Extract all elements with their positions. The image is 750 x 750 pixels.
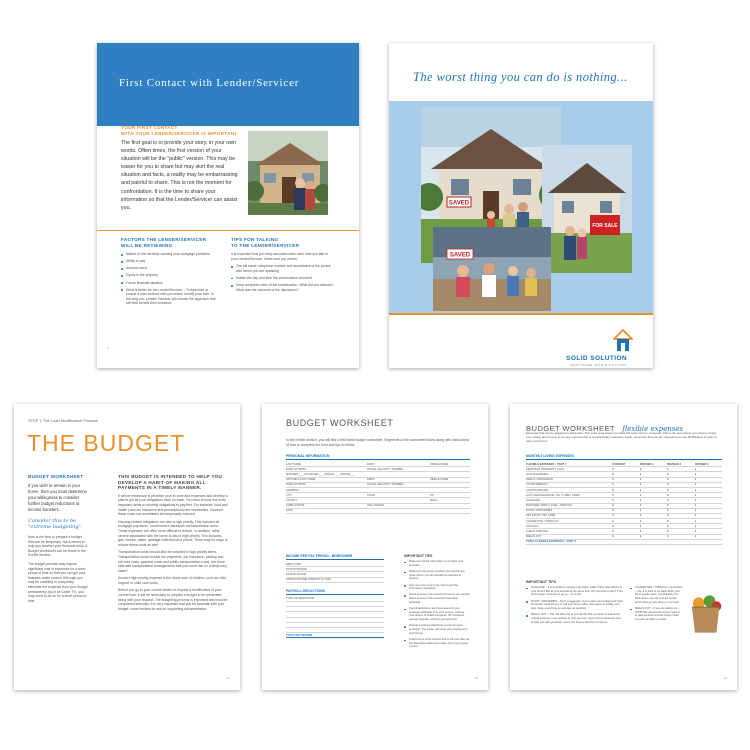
table-cell: EMAIL <box>429 498 438 502</box>
tagline: The worst thing you can do is nothing... <box>413 70 628 84</box>
list-item: Use your most recent pay stub to pull the information requested. <box>404 584 470 591</box>
page-title: THE BUDGET <box>27 430 186 456</box>
amount-cell: $ <box>612 488 614 492</box>
page-title: BUDGET WORKSHEET <box>526 424 615 433</box>
table-cell: TYPE OF DEDUCTION <box>286 597 315 601</box>
table-cell: MARRIED ___ DIVORCED ___ SINGLE ___ WIDOW___ <box>286 472 355 476</box>
list-item: MEALS OUT – If you are eating out – STOP! Be resourceful. All you need is to pack lunches and eat home meals out and cut back on meals. <box>630 607 683 622</box>
table-row <box>286 578 384 583</box>
list-item: Total Income is the amount that is left over after all the deductions have been taken out of your gross income. <box>404 638 470 649</box>
column-header: CURRENT <box>612 462 626 466</box>
amount-cell: $ <box>639 504 642 508</box>
grocery-bag-image <box>689 594 722 634</box>
main-text: Housing related obligations are also a high priority. This includes all mortgage payments, homeowners insurance and association dues. These expenses are often more difficult to reduce. In addition, utility service associated with the home is also a high priority. This includes, gas, electric, water, garbage collection and phone. There may be ways to reduce these costs as well. <box>118 519 228 547</box>
amount-cell: $ <box>639 524 642 528</box>
main-text: It will be necessary to prioritize your income and expenses and develop a plan to get all your obligations back on track. You must choose the most important debts or monthly obligations to pay first. For instance, food and health (such as insurance and prescriptions) are necessities. However these costs can sometimes be temporarily reduced. <box>118 493 228 517</box>
amount-cell: $ <box>612 509 614 513</box>
logo-subtitle: MORTGAGE MODIFICATIONS <box>570 363 627 367</box>
cover-photo-page <box>389 43 653 368</box>
list-item: Provide a working telephone number for your employer. The lender will verify your employment and income. <box>404 624 470 635</box>
tips-columns <box>526 586 722 634</box>
table-cell: GROSS INCOME (ONE PAY CYCLE) <box>286 578 331 582</box>
amount-cell: $ <box>694 509 697 513</box>
intro-heading <box>121 125 239 136</box>
tips-heading-line-2: TO THE LENDER/SERVICER <box>231 242 300 248</box>
amount-cell: $ <box>667 467 669 471</box>
list-item: Nature of the hardship causing your mortgage problems <box>121 252 217 257</box>
tips-list-left <box>526 586 624 634</box>
amount-cell: $ <box>612 514 614 518</box>
total-label: TOTAL FLEXIBLE EXPENSES – PART 1 <box>526 540 576 544</box>
personal-rows <box>286 462 470 514</box>
page-number: 4 <box>107 346 109 350</box>
row-label: GASOLINE <box>526 498 540 502</box>
amount-cell: $ <box>639 493 642 497</box>
amount-cell: $ <box>639 488 642 492</box>
family-on-steps-photo <box>433 227 551 311</box>
page-number: 21 <box>723 676 727 680</box>
amount-cell: $ <box>667 524 669 528</box>
row-label: PERSONAL PROPERTY LOAN <box>526 467 565 471</box>
main-text: Another high priority expense is the direct care of children, such as child support or child care costs. <box>118 576 226 585</box>
sidebar-heading: BUDGET WORKSHEET <box>28 474 84 479</box>
list-item: Amount owed <box>121 266 217 271</box>
list-item: The full name, telephone number and department of the person with whom you are speaking <box>231 264 335 273</box>
amount-cell: $ <box>639 514 642 518</box>
factors-list <box>121 252 217 306</box>
amount-cell: $ <box>667 498 669 502</box>
table-cell: MIDDLE NAME <box>429 462 449 466</box>
tips-box <box>404 554 470 652</box>
title-band <box>97 43 359 126</box>
amount-cell: $ <box>667 504 669 508</box>
amount-cell: $ <box>694 483 697 487</box>
table-cell: SPOUSE'S LAST NAME <box>286 478 316 482</box>
list-item: Keep complete notes of the conversation. What did you discuss? What was the outcome of the discussion? <box>231 283 335 292</box>
amount-cell: $ <box>612 472 614 476</box>
table-cell: FAX# <box>286 509 293 513</box>
personal-info-table <box>286 448 470 514</box>
main-heading: THIS BUDGET IS INTENDED TO HELP YOU DEVELOP A HABIT OF MAKING ALL PAYMENTS IN A TIMELY MANNER. <box>118 474 223 491</box>
amount-cell: $ <box>667 519 669 523</box>
table-cell: FIRST <box>366 462 375 466</box>
intro-text: The first goal is to provide your story, in your own words. Often times, the first version of your situation will be the "public" version. This may be easier for you to share but may skirt the real situation and facts, a reality may be embarrassing and painful to share. This is not the moment for confrontation. It is the time to share your information so that the Lender/Servicer can assist you. <box>121 140 238 211</box>
table-heading: MONTHLY LIVING EXPENSES <box>526 454 722 460</box>
row-label: PET FOOD / PET CARE <box>526 514 556 518</box>
amount-cell: $ <box>667 478 669 482</box>
list-item: MEALS OUT – This will take part of your family. But you need to look at the overall expense in the number of pets you own. If you rely on someone else to help you with groceries, now is the time to ask them to step in. <box>526 613 624 624</box>
table-cell: ZIP <box>429 493 434 497</box>
flexible-expenses-page <box>510 404 737 690</box>
title-script: flexible expenses <box>622 425 684 433</box>
row-label: MEALS OUT <box>526 535 542 539</box>
saved-sign: SAVED <box>448 200 470 207</box>
amount-cell: $ <box>694 478 697 482</box>
amount-cell: $ <box>694 535 697 539</box>
row-label: AUTO MAINTENANCE / OIL / LUBE / TIRES <box>526 493 580 497</box>
amount-cell: $ <box>667 472 669 476</box>
sidebar-text: The budget process may require significant cuts in expenses for a short period of time so that you can get your finances under control. Although you may be unwilling to completely eliminate the expense from your budget permanently (such as Cable TV), you may need to do so for a short period of time. <box>28 562 88 603</box>
couple-house-photo <box>248 131 328 215</box>
section-divider <box>97 230 359 231</box>
list-item: Make sure the phone numbers you provide are those where you can actually be reached at anytime. <box>404 570 470 581</box>
row-label: HEALTH INSURANCE <box>526 478 553 482</box>
payroll-heading: PAYROLL DEDUCTIONS <box>286 589 384 595</box>
list-item: GASOLINE – It is possible to carpool, ride share, walk? Other alternatives to your hours? But all your errands at the same time. Do you have a plan? If the price of gas continues to go up – be smart. <box>526 586 624 597</box>
list-item: Gross Income is the amount of income you earned before taxes or other amounts have been deducted. <box>404 593 470 604</box>
table-cell: LAST NAME <box>286 462 302 466</box>
row-label: CAR INSURANCE <box>526 488 549 492</box>
factors-column <box>121 237 217 309</box>
list-item: Payroll deductions are those amounts your employer withholds from your income, such as your portion of health insurance, life insurance, savings deposits, and any garnishments. <box>404 607 470 622</box>
amount-cell: $ <box>694 472 697 476</box>
tips-column <box>231 237 335 295</box>
sidebar-text: Now is the time to prepare a budget that can be temporary, but is meant to help you weather your financial crisis. A Budget Worksheet can be found in the Exhibit Section. <box>28 535 88 558</box>
intro-heading-line-2: WITH YOUR LENDER/SERVICER IS IMPORTANT <box>121 130 238 136</box>
column-header: FLEXIBLE EXPENSES – PART 1 <box>526 462 567 466</box>
amount-cell: $ <box>694 493 697 497</box>
row-label: ALCOHOL <box>526 524 539 528</box>
couple-for-sale-photo <box>542 145 632 273</box>
factors-heading-line-1: FACTORS THE LENDER/SERVICER <box>121 237 207 242</box>
column-header: REVISED 3 <box>694 462 709 466</box>
amount-cell: $ <box>639 535 642 539</box>
amount-cell: $ <box>612 530 614 534</box>
house-logo-icon <box>613 328 633 352</box>
payroll-rows <box>286 597 384 633</box>
column-header: REVISED 2 <box>667 462 682 466</box>
table-cell: POSITION/RANK <box>286 567 308 571</box>
amount-cell: $ <box>694 467 697 471</box>
total-row <box>286 633 384 638</box>
amount-cell: $ <box>612 524 614 528</box>
amount-cell: $ <box>694 504 697 508</box>
table-cell: STATE <box>366 493 376 497</box>
table-body <box>526 467 722 540</box>
amount-cell: $ <box>694 530 697 534</box>
table-cell: DATE OF BIRTH <box>286 467 307 471</box>
table-row <box>286 509 470 514</box>
amount-cell: $ <box>694 498 697 502</box>
list-item: Notate the day and time the conversation occurred <box>231 276 335 281</box>
tips-intro: It is important that you keep accurate notes each time you talk to your Lender/Servicer. Make sure you obtain: <box>231 252 328 261</box>
amount-cell: $ <box>612 535 614 539</box>
amount-cell: $ <box>612 467 614 471</box>
list-item: Future financial situation <box>121 281 217 286</box>
for-sale-sign: FOR SALE <box>592 223 618 229</box>
logo-name: SOLID SOLUTION <box>566 355 627 362</box>
amount-cell: $ <box>694 488 697 492</box>
amount-cell: $ <box>612 504 614 508</box>
total-label: TOTAL NET INCOME <box>286 633 313 637</box>
amount-cell: $ <box>612 498 614 502</box>
expenses-table <box>526 448 722 545</box>
step-label: STEP 1 The Loan Modification Process <box>28 418 98 423</box>
tips-list <box>404 560 470 649</box>
income-heading: INCOME PER PAY PERIOD - BORROWER <box>286 554 384 560</box>
row-label: CHECK WRITING <box>526 530 548 534</box>
table-cell: SOCIAL SECURITY NUMBER <box>366 483 404 487</box>
amount-cell: $ <box>667 509 669 513</box>
column-header: REVISED 1 <box>639 462 654 466</box>
table-cell: EMPLOYER <box>286 562 301 566</box>
first-contact-page <box>97 43 359 368</box>
the-budget-page <box>14 404 240 690</box>
total-row <box>526 540 722 545</box>
amount-cell: $ <box>639 509 642 513</box>
list-item: Make sure all the information is complete and accurate. <box>404 560 470 567</box>
intro-text: In the exhibit section, you will find a first blank budget worksheet. Segments of the worksheet follow along with instructions of how to complete the form and tips to follow: <box>286 438 470 447</box>
tips-heading: IMPORTANT TIPS <box>404 554 433 558</box>
intro-heading-line-1: YOUR FIRST CONTACT <box>121 125 178 130</box>
list-item: Equity in the property <box>121 273 217 278</box>
row-label: CIGARETTES / TOBACCO <box>526 519 559 523</box>
amount-cell: $ <box>639 530 642 534</box>
table-cell: MIDDLE NAME <box>429 478 449 482</box>
tips-section <box>526 580 722 634</box>
amount-cell: $ <box>639 519 642 523</box>
amount-cell: $ <box>639 467 642 471</box>
sidebar-lead: If you wish to remain in your home, then you must determine your willingness to consider further budget reductions or income boosters. <box>28 482 87 512</box>
amount-cell: $ <box>639 498 642 502</box>
amount-cell: $ <box>667 493 669 497</box>
income-table <box>286 548 384 638</box>
amount-cell: $ <box>667 530 669 534</box>
amount-cell: $ <box>667 488 669 492</box>
table-cell: OFFICE PHONE <box>286 572 307 576</box>
page-title: First Contact with Lender/Servicer <box>119 77 300 89</box>
row-label: FOOD / GROCERIES <box>526 509 553 513</box>
amount-cell: $ <box>694 519 697 523</box>
table-cell: HOME PHONE <box>286 504 305 508</box>
table-cell: CELL PHONE <box>366 504 384 508</box>
amount-cell: $ <box>612 519 614 523</box>
list-item: FOOD / GROCERIES – Don't exaggerate. If you make your budget look 'bad', the lender could tell you to sell your home rather than agree to modify your loan. Keep everything as accurate as possible. <box>526 600 624 611</box>
saved-sign-2: SAVED <box>449 252 471 259</box>
main-text: Transportation costs should also be included in high priority items. Transportation costs include car payments, car insurance, parking and toll road costs, gasoline costs and public transportation costs. Are there alternate transportation arrangements that you could use on a temporary basis? <box>118 550 227 573</box>
tips-heading-line-1: TIPS FOR TALKING <box>231 237 279 242</box>
list-item: CIGARETTES / TOBACCO / ALCOHOL – Yes, it is hard to cut back when your life is upside down, but definitely cut back where you can! Let the lender know what you are doing to cut back. <box>630 586 683 605</box>
row-label: BUS FARE / RENT / FUEL / PARKING <box>526 504 572 508</box>
table-cell: FIRST <box>366 478 375 482</box>
amount-cell: $ <box>612 483 614 487</box>
table-cell: DATE OF BIRTH <box>286 483 307 487</box>
table-cell: SOCIAL SECURITY NUMBER <box>366 467 404 471</box>
page-number: 10 <box>226 676 230 680</box>
income-rows <box>286 562 384 583</box>
main-text: Before you go to your current lender to request a modification of your current loan, it will be necessary to prepare a budget to be presented along with your request. The budgeting process is important and must be considered seriously. It is very important that you be accurate with your budget, some lenders do ask for supporting documentation. <box>118 588 228 611</box>
main-column <box>118 474 228 611</box>
amount-cell: $ <box>667 483 669 487</box>
page-number: 19 <box>474 676 478 680</box>
tips-list-right <box>630 586 683 634</box>
tips-list <box>231 264 335 292</box>
amount-cell: $ <box>639 478 642 482</box>
amount-cell: $ <box>639 472 642 476</box>
amount-cell: $ <box>694 514 697 518</box>
tips-heading: IMPORTANT TIPS <box>526 580 557 584</box>
amount-cell: $ <box>612 493 614 497</box>
list-item: What is better for the Lender/Servicer – To foreclose or pursue a loan workout with you and/or modify your loan. In the long run, Lender/ Servicer will choose the approach that will best benefit their investors. <box>121 288 217 306</box>
intro-text: Expenses that can be adjusted or eliminated. This is the area where you have the most room to maneuver. This is the area where you want to review very closely and remove or cut any expense that is not absolutely necessary. Again, remember that you are requesting a Loan Modification in order to save your home! <box>526 431 717 443</box>
page-title: BUDGET WORKSHEET <box>286 418 394 428</box>
amount-cell: $ <box>694 524 697 528</box>
row-label: CO-PAY/DEDUCT <box>526 483 548 487</box>
sidebar-script-note: Consider this to be "extreme budgeting". <box>28 518 83 531</box>
amount-cell: $ <box>612 478 614 482</box>
table-cell: CITY <box>286 493 293 497</box>
table-cell: COUNTY <box>286 498 298 502</box>
personal-heading: PERSONAL INFORMATION <box>286 454 470 460</box>
table-cell: ADDRESS <box>286 488 299 492</box>
factors-heading-line-2: WILL BE REVIEWING <box>121 242 173 248</box>
amount-cell: $ <box>667 535 669 539</box>
accent-rule <box>389 313 653 315</box>
budget-worksheet-page <box>262 404 488 690</box>
row-label: LIFE INSURANCE <box>526 472 549 476</box>
list-item: Ability to pay <box>121 259 217 264</box>
amount-cell: $ <box>667 514 669 518</box>
sidebar-column <box>28 474 88 603</box>
amount-cell: $ <box>639 483 642 487</box>
